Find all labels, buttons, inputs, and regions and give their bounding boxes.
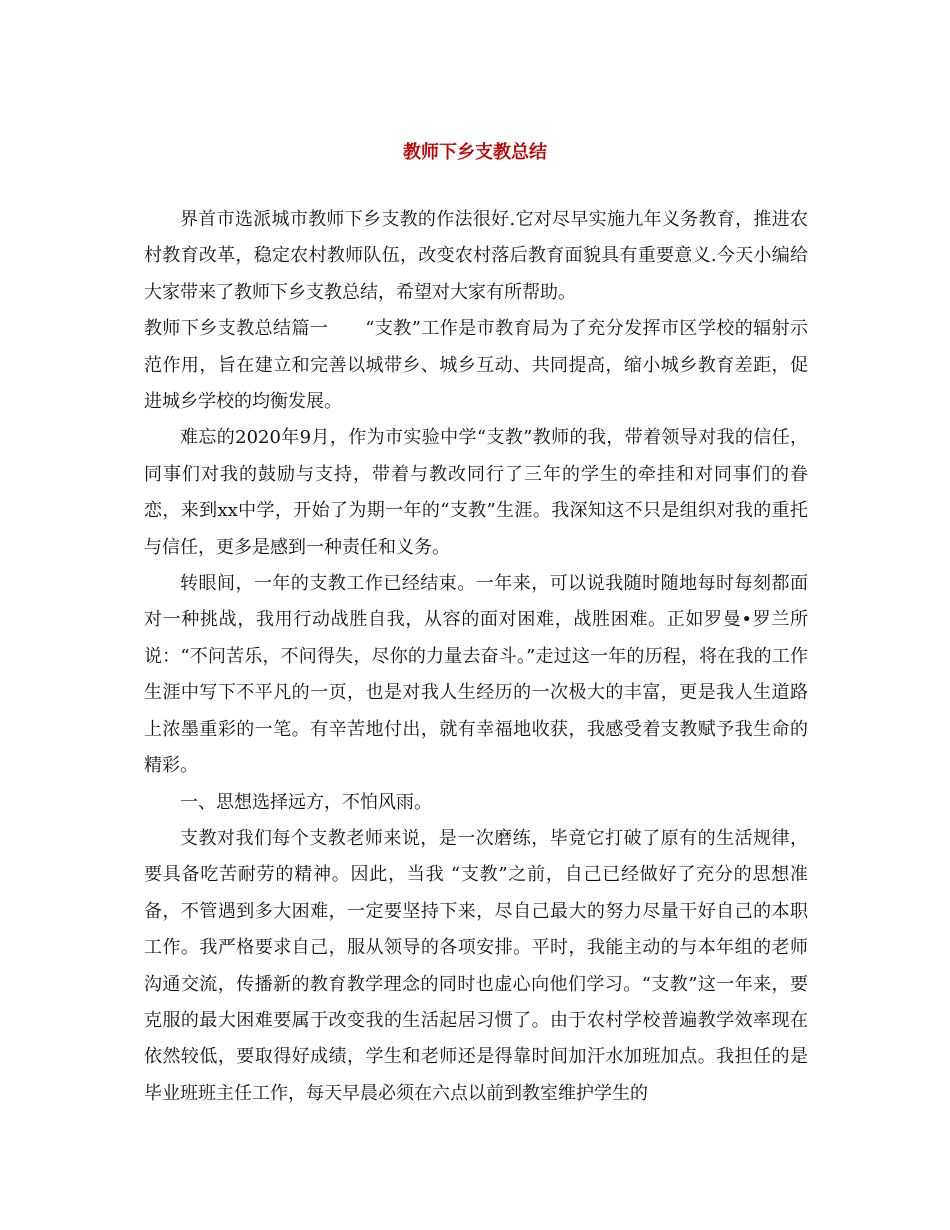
document-body — [144, 202, 808, 1112]
paragraph-memory: 难忘的2020年9月，作为市实验中学“支教”教师的我，带着领导对我的信任，同事们对我的鼓励与支持，带着与教改同行了三年的学生的牵挂和对同事们的眷恋，来到xx中学，开始了为期一年的“支教”生涯。我深知这不只是组织对我的重托与信任，更多是感到一种责任和义务。 — [144, 427, 808, 558]
paragraph-training: 支教对我们每个支教老师来说，是一次磨练，毕竟它打破了原有的生活规律，要具备吃苦耐劳的精神。因此，当我 “支教”之前，自己已经做好了充分的思想准备，不管遇到多大困难，一定要坚持下来，尽自己最大的努力尽量干好自己的本职工作。我严格要求自己，服从领导的各项安排。平时，我能主动的与本年组的老师沟通交流，传播新的教育教学理念的同时也虚心向他们学习。“支教”这一年来，要克服的最大困难要属于改变我的生活起居习惯了。由于农村学校普遍教学效率现在依然较低，要取得好成绩，学生和老师还是得靠时间加汗水加班加点。我担任的是毕业班班主任工作，每天早晨必须在六点以前到教室维护学生的 — [144, 827, 808, 1104]
document-title: 教师下乡支教总结 — [403, 142, 547, 163]
paragraph-reflection: 转眼间，一年的支教工作已经结束。一年来，可以说我随时随地每时每刻都面对一种挑战，我用行动战胜自我，从容的面对困难，战胜困难。正如罗曼•罗兰所说：“不问苦乐，不问得失，尽你的力量去奋斗。”走过这一年的历程，将在我的工作生涯中写下不平凡的一页，也是对我人生经历的一次极大的丰富，更是我人生道路上浓墨重彩的一笔。有辛苦地付出，就有幸福地收获，我感受着支教赋予我生命的精彩。 — [144, 573, 808, 777]
paragraph-heading-one: 一、思想选择远方，不怕风雨。 — [180, 791, 432, 813]
paragraph-section-one: 教师下乡支教总结篇一 “支教”工作是市教育局为了充分发挥市区学校的辐射示范作用，旨在建立和完善以城带乡、城乡互动、共同提高，缩小城乡教育差距，促进城乡学校的均衡发展。 — [144, 318, 808, 413]
paragraph-intro: 界首市选派城市教师下乡支教的作法很好.它对尽早实施九年义务教育，推进农村教育改革，稳定农村教师队伍，改变农村落后教育面貌具有重要意义.今天小编给大家带来了教师下乡支教总结，希望对大家有所帮助。 — [144, 209, 808, 303]
